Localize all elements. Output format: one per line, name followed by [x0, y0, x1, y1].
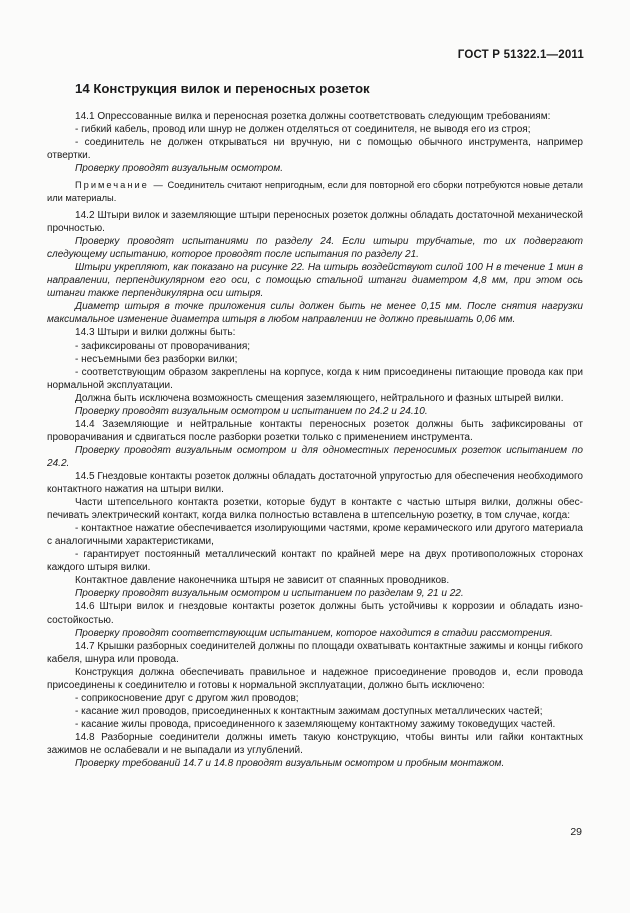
paragraph: Конструкция должна обеспечивать правильное и надежное присоединение проводов и, если провода присоединены к соединителю и готовы к нормальной эксплуатации, должно быть исключено: [47, 666, 583, 691]
list-item: - гарантирует постоянный металлический контакт по крайней мере на двух противоположных сторонах каждого штыря вилки. [47, 549, 583, 574]
test-method: Проверку проводят визуальным осмотром и для одноместных переносимых розеток испытанием по 24.2. [47, 444, 583, 469]
paragraph: Должна быть исключена возможность смещения заземляющего, нейтрального и фазных штырей вилки. [75, 392, 564, 404]
paragraph: 14.4 Заземляющие и нейтральные контакты переносных розеток должны быть зафиксированы от проворачивания и сдвигаться после разборки розетки только с применением инструмента. [47, 418, 583, 443]
list-item: - касание жилы провода, присоединенного к заземляющему контактному зажиму токоведущих частей. [75, 718, 556, 730]
document-code: ГОСТ Р 51322.1—2011 [457, 49, 584, 61]
list-item: - гибкий кабель, провод или шнур не должен отделяться от соединителя, не выводя его из строя; [75, 124, 531, 136]
section-title: 14 Конструкция вилок и переносных розеток [75, 81, 370, 96]
paragraph: 14.1 Опрессованные вилка и переносная розетка должны соответствовать следующим требованиям: [75, 111, 551, 122]
test-method: Проверку требований 14.7 и 14.8 проводят визуальным осмотром и пробным монтажом. [75, 758, 505, 770]
paragraph: 14.3 Штыри и вилки должны быть: [75, 327, 236, 339]
document-body [47, 110, 583, 770]
page-number: 29 [570, 826, 582, 838]
note [47, 179, 583, 204]
paragraph: 14.2 Штыри вилок и заземляющие штыри переносных розеток должны обладать достаточной механической прочностью. [47, 210, 583, 235]
test-method: Проверку проводят визуальным осмотром и испытанием по 24.2 и 24.10. [75, 405, 428, 417]
test-method: Проверку проводят визуальным осмотром. [75, 163, 284, 175]
note-text: Соединитель считают непригодным, если для повторной его сборки потребуются новые детали или материалы. [47, 180, 583, 203]
list-item: - касание жил проводов, присоединенных к контактным зажимам доступных металлических частей; [75, 705, 543, 717]
list-item: - соприкосновение друг с другом жил проводов; [75, 692, 299, 704]
list-item: - несъемными без разборки вилки; [75, 353, 238, 365]
list-item: - соответствующим образом закреплены на корпусе, когда к ним присоединены питающие провода как при нормальной эксплуатации. [47, 366, 583, 391]
list-item: - контактное нажатие обеспечивается изолирующими частями, кроме керамического или другого материала с аналогичными характеристиками, [47, 523, 583, 548]
test-method: Диаметр штыря в точке приложения силы должен быть не менее 0,15 мм. После снятия нагрузки максимальное изменение диаметра штыря в любом направлении не должно превышать 0,06 мм. [47, 301, 583, 326]
test-method: Проверку проводят испытаниями по разделу 24. Если штыри трубчатые, то их подвергают следующему испытанию, которое проводят после испытания по разделу 21. [47, 236, 583, 261]
test-method: Проверку проводят визуальным осмотром и испытанием по разделам 9, 21 и 22. [75, 588, 464, 600]
paragraph: 14.5 Гнездовые контакты розеток должны обладать достаточной упругостью для обеспечения необходимого контактного нажатия на штыри вилки. [47, 470, 583, 496]
list-item: - зафиксированы от проворачивания; [75, 340, 251, 352]
test-method: Штыри укрепляют, как показано на рисунке 22. На штырь воздействуют силой 100 Н в течение 1 мин в направлении, перпендикулярном его оси, с помощью стальной штанги диаметром 4,8 мм, при этом ось штанги также перпендикулярна оси штыря. [47, 262, 583, 300]
paragraph: 14.7 Крышки разборных соединителей должны по площади охватывать контактные зажимы и концы гибкого кабеля, шнура или провода. [47, 640, 583, 665]
paragraph: Контактное давление наконечника штыря не зависит от спаянных проводников. [75, 575, 450, 587]
paragraph: Части штепсельного контакта розетки, которые будут в контакте с частью штыря вилки, должны обеспечивать электрический контакт, когда вилка полностью вставлена в штепсельную розетку, в том случае, когда: [47, 497, 583, 522]
paragraph: 14.6 Штыри вилок и гнездовые контакты розеток должны быть устойчивы к коррозии и обладать износостойкостью. [47, 601, 583, 626]
test-method: Проверку проводят соответствующим испытанием, которое находится в стадии рассмотрения. [75, 627, 553, 639]
note-label: Примечание — [75, 180, 165, 191]
list-item: - соединитель не должен открываться ни вручную, ни с помощью обычного инструмента, например отвертки. [47, 137, 583, 162]
paragraph: 14.8 Разборные соединители должны иметь такую конструкцию, чтобы винты или гайки контактных зажимов не ослабевали и не выпадали из углублений. [47, 731, 583, 756]
